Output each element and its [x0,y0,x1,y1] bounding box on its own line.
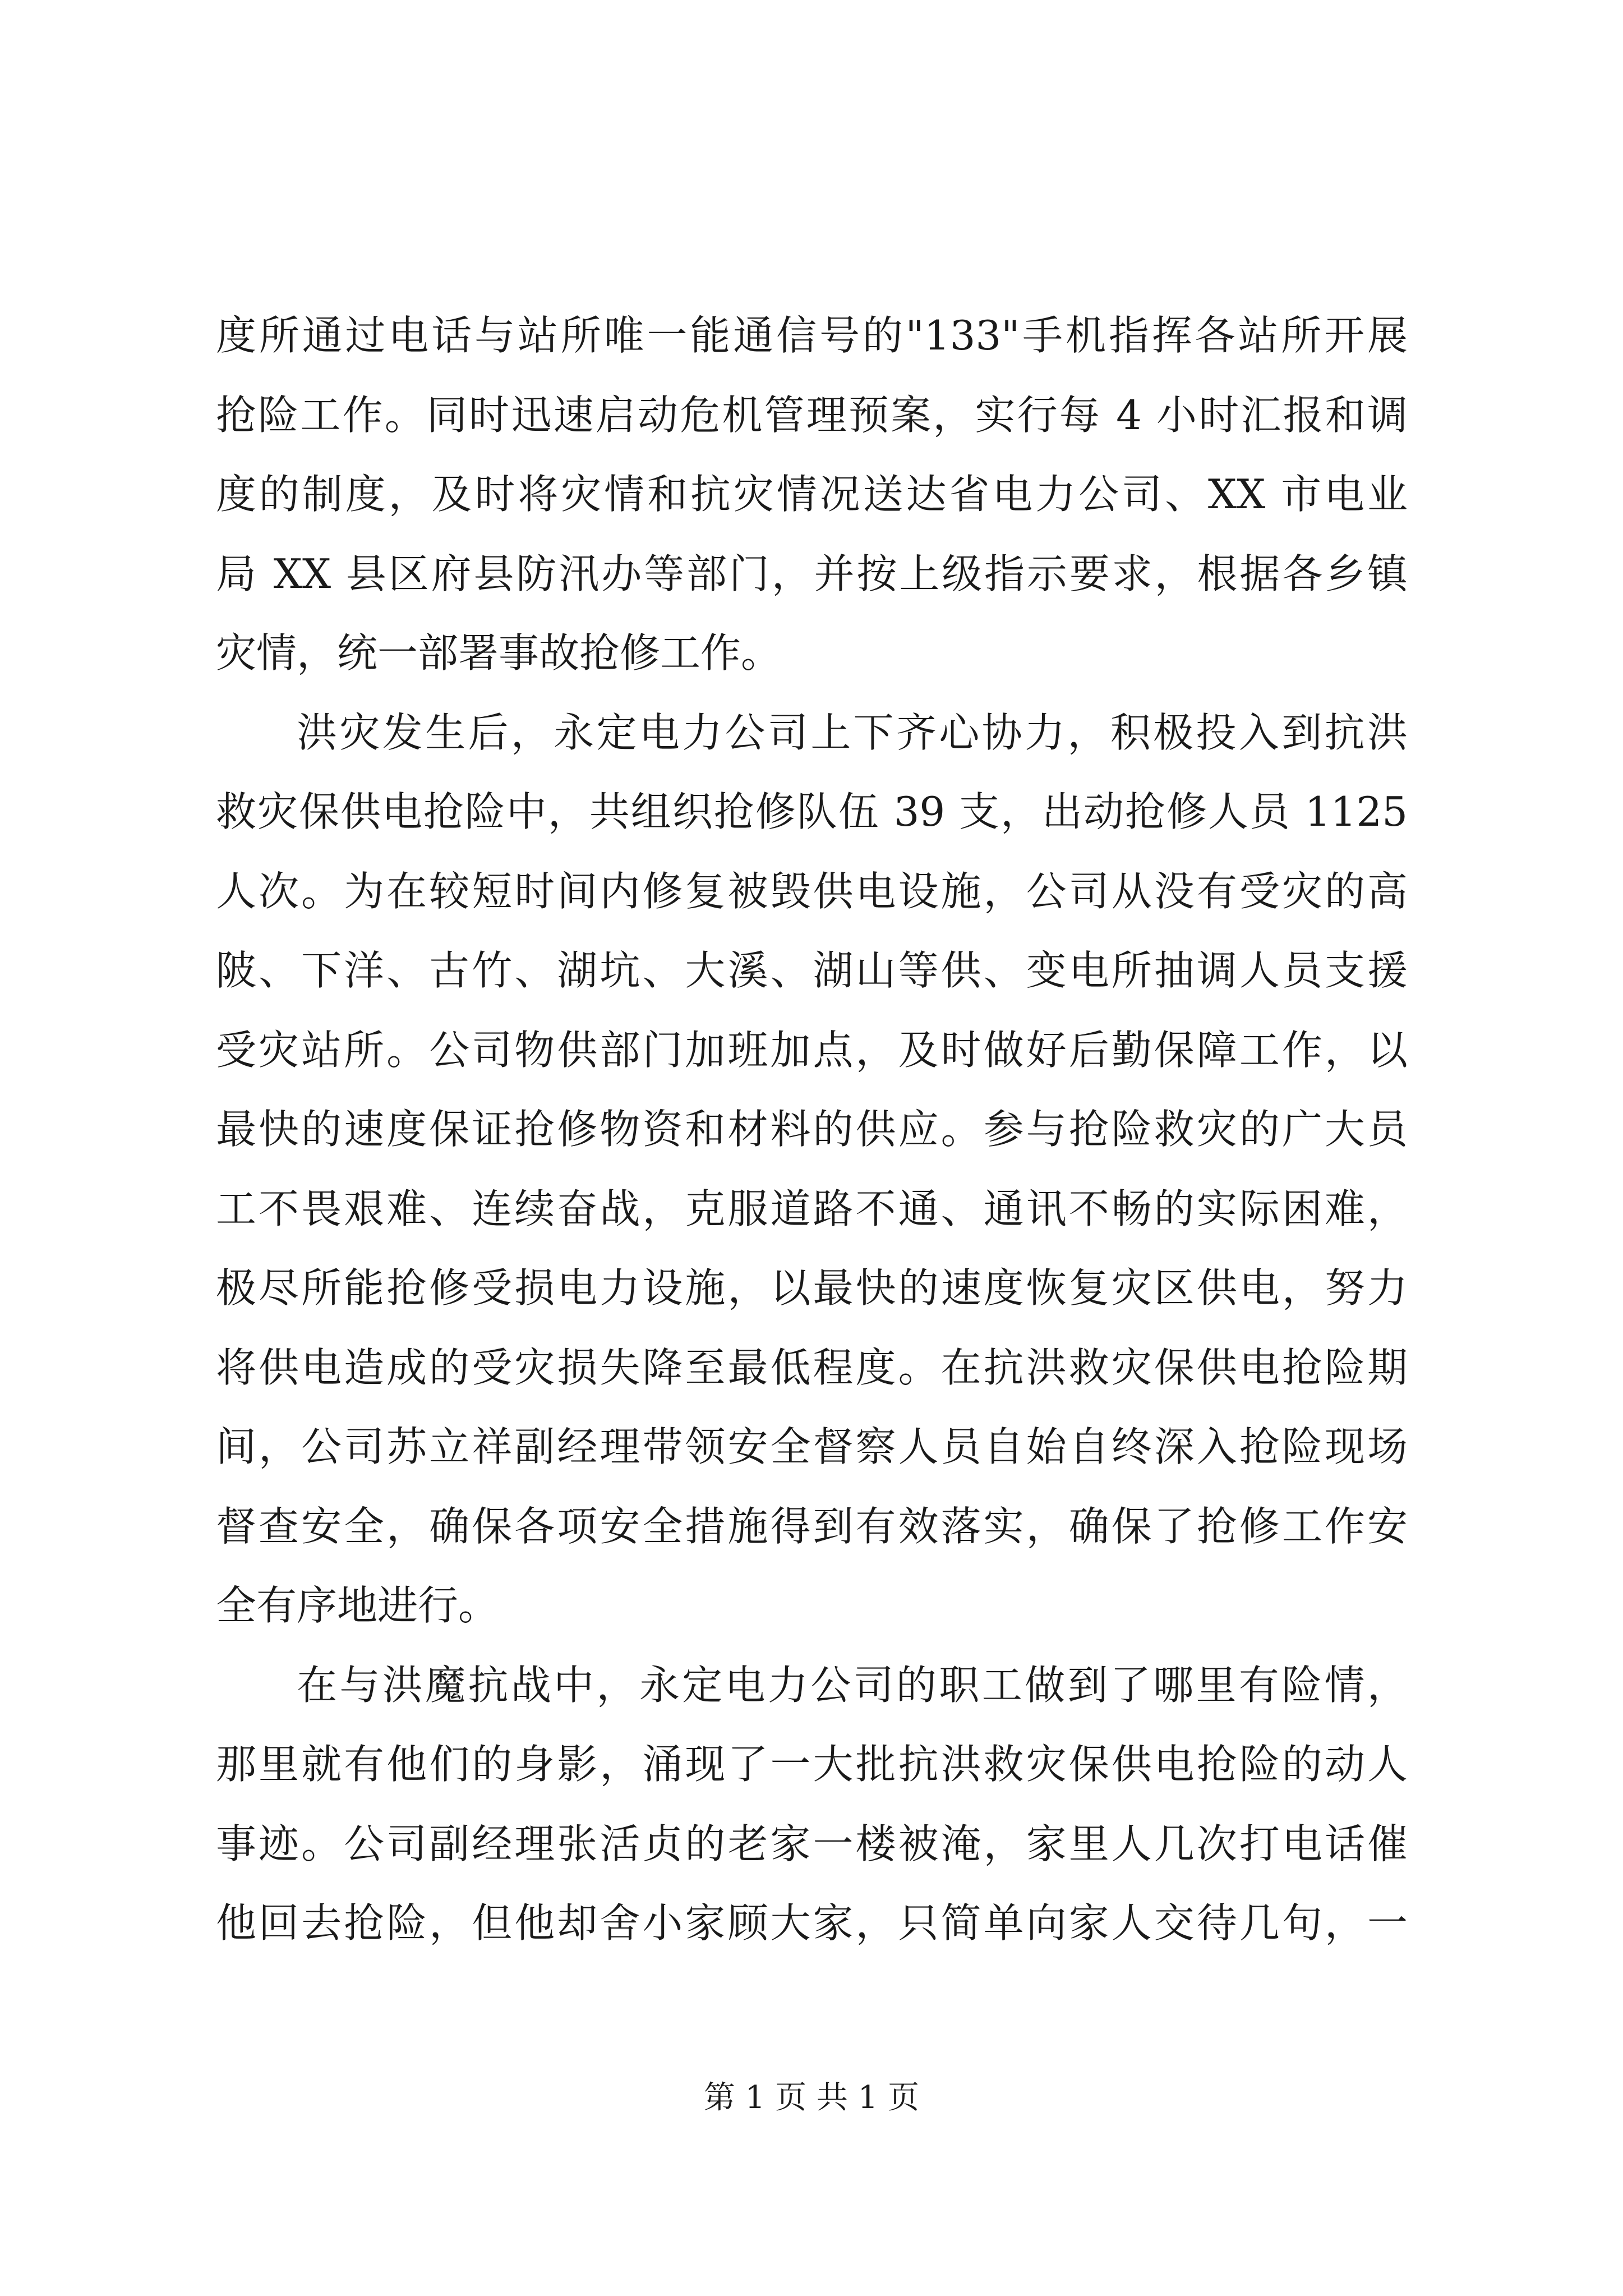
text-line: 救灾保供电抢险中，共组织抢修队伍 39 支，出动抢修人员 1125 [216,788,1408,835]
text-line: 事迹。公司副经理张活贞的老家一楼被淹，家里人几次打电话催 [216,1820,1408,1867]
text-line: 最快的速度保证抢修物资和材料的供应。参与抢险救灾的广大员 [216,1106,1408,1153]
text-line: 工不畏艰难、连续奋战，克服道路不通、通讯不畅的实际困难， [216,1185,1408,1232]
text-line: 将供电造成的受灾损失降至最低程度。在抗洪救灾保供电抢险期 [216,1343,1408,1391]
text-line: 局 XX 县区府县防汛办等部门，并按上级指示要求，根据各乡镇 [216,550,1408,597]
page-number: 第 1 页 共 1 页 [703,2079,920,2116]
text-line: 洪灾发生后，永定电力公司上下齐心协力，积极投入到抗洪 [297,708,1408,756]
text-line: 那里就有他们的身影，涌现了一大批抗洪救灾保供电抢险的动人 [216,1741,1408,1788]
text-line: 间，公司苏立祥副经理带领安全督察人员自始自终深入抢险现场 [216,1423,1408,1470]
text-line: 他回去抢险，但他却舍小家顾大家，只简单向家人交待几句，一 [216,1899,1408,1947]
text-line: 全有序地进行。 [216,1582,499,1629]
text-line: 人次。为在较短时间内修复被毁供电设施，公司从没有受灾的高 [216,867,1408,915]
text-line: 抢险工作。同时迅速启动危机管理预案，实行每 4 小时汇报和调 [216,391,1408,439]
text-line: 度的制度，及时将灾情和抗灾情况送达省电力公司、XX 市电业 [216,471,1408,518]
page-footer [0,2076,1623,2120]
text-line: 督查安全，确保各项安全措施得到有效落实，确保了抢修工作安 [216,1502,1408,1550]
text-line: 灾情，统一部署事故抢修工作。 [216,629,782,677]
document-body [216,296,1408,1963]
text-line: 度所通过电话与站所唯一能通信号的"133"手机指挥各站所开展 [216,312,1408,359]
text-line: 极尽所能抢修受损电力设施，以最快的速度恢复灾区供电，努力 [216,1264,1408,1312]
text-line: 受灾站所。公司物供部门加班加点，及时做好后勤保障工作，以 [216,1026,1408,1074]
text-line: 陂、下洋、古竹、湖坑、大溪、湖山等供、变电所抽调人员支援 [216,947,1408,994]
text-line: 在与洪魔抗战中，永定电力公司的职工做到了哪里有险情， [297,1661,1408,1709]
